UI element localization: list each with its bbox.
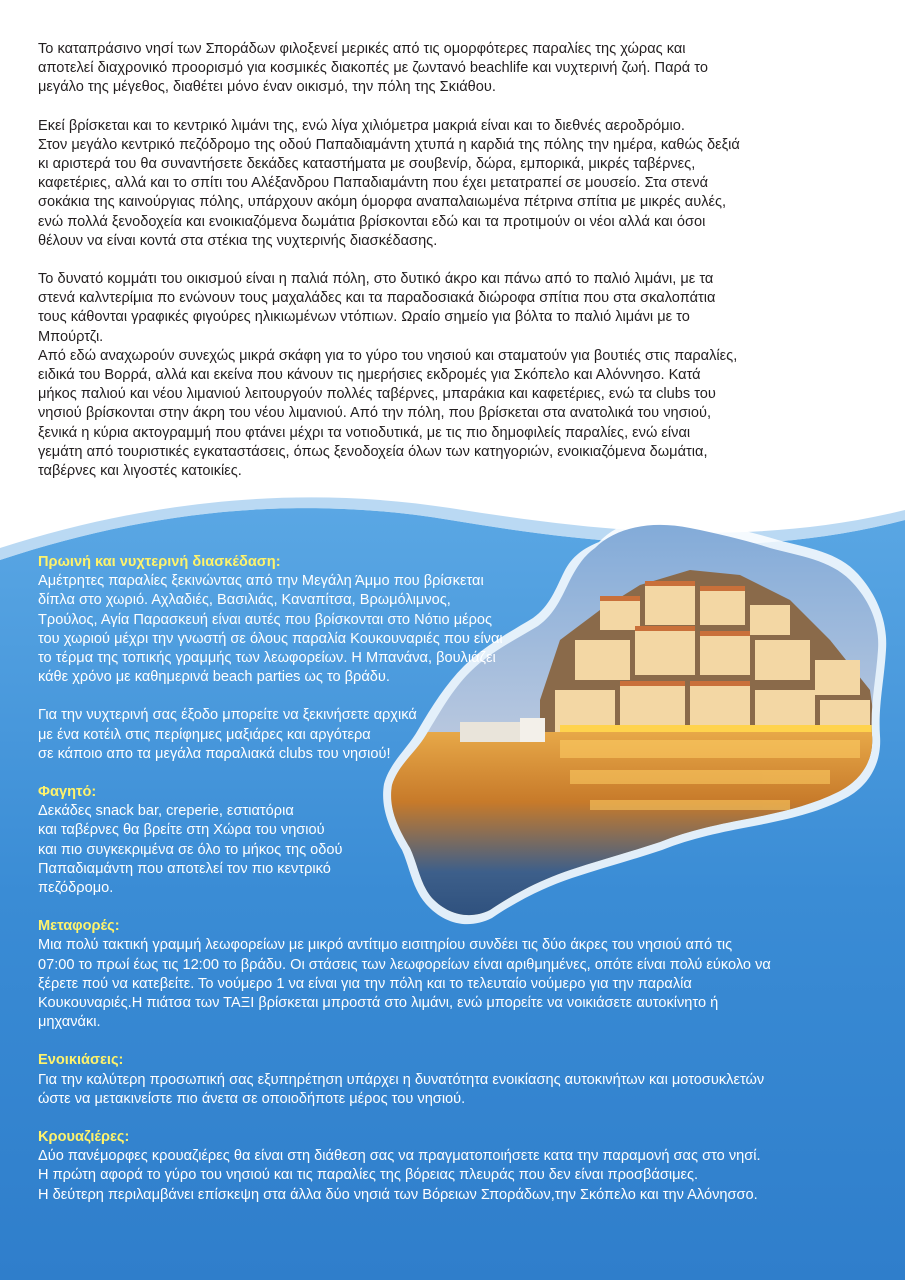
section-transport bbox=[38, 917, 868, 1032]
section-title: Φαγητό: bbox=[38, 784, 97, 801]
section-body: Για την νυχτερινή σας έξοδο μπορείτε να ξεκινήσετε αρχικά με ένα κοτέιλ στις περίφημες μαξιάρες και αργότερα σε κάποιο απο τα μεγάλα παραλιακά clubs του νησιού! bbox=[38, 707, 417, 762]
section-title: Ενοικιάσεις: bbox=[38, 1052, 124, 1069]
section-nightlife-evening bbox=[38, 706, 868, 764]
intro-paragraph: Το δυνατό κομμάτι του οικισμού είναι η παλιά πόλη, στο δυτικό άκρο και πάνω από το παλιό λιμάνι, με τα στενά καλντερίμια πο ενώνουν τους μαχαλάδες και τα παραδοσιακά διώροφα σπίτια που στα σκαλοπάτια τους κάθονται γραφικές φιγούρες ηλικιωμένων ντόπιων. Ωραίο σημείο για βόλτα το παλιό λιμάνι με το Μπούρτζι. bbox=[38, 271, 716, 345]
intro-paragraph: Από εδώ αναχωρούν συνεχώς μικρά σκάφη για το γύρο του νησιού και σταματούν για βουτιές στις παραλίες, ειδικά του Βορρά, αλλά και εκείνα που κάνουν τις ημερήσιες εκδρομές για Σκόπελο και Αλόννησο. Κατά μήκος παλιού και νέου λιμανιού λειτουργούν πολλές ταβέρνες, μπαράκια και καφετέριες, ενώ τα clubs του νησιού βρίσκονται στην άκρη του νέου λιμανιού. Από την πόλη, που βρίσκεται στα ανατολικά του νησιού, ξενικά η κύρια ακτογραμμή που φτάνει μέχρι τα νοτιοδυτικά, με τις πιο δημοφιλείς παραλίες, ενώ είναι γεμάτη από τουριστικές εγκαταστάσεις, όπως ξενοδοχεία όλων των κατηγοριών, ενοικιαζόμενα δωμάτια, ταβέρνες και λιγοστές κατοικίες. bbox=[38, 347, 738, 480]
section-body: Για την καλύτερη προσωπική σας εξυπηρέτηση υπάρχει η δυνατότητα ενοικίασης αυτοκινήτων και μοτοσυκλετών ώστε να μετακινείστε πιο άνετα σε οποιοδήποτε μέρος του νησιού. bbox=[38, 1071, 765, 1107]
info-sections bbox=[38, 553, 868, 1224]
section-body: Δεκάδες snack bar, creperie, εστιατόρια και ταβέρνες θα βρείτε στη Χώρα του νησιού και πιο συγκεκριμένα σε όλο το μήκος της οδού Παπαδιαμάντη που αποτελεί τον πιο κεντρικό πεζόδρομο. bbox=[38, 803, 343, 897]
section-rentals bbox=[38, 1051, 868, 1109]
section-title: Πρωινή και νυχτερινή διασκέδαση: bbox=[38, 554, 281, 570]
section-nightlife bbox=[38, 553, 868, 687]
section-title: Μεταφορές: bbox=[38, 918, 120, 935]
intro-paragraph: Εκεί βρίσκεται και το κεντρικό λιμάνι της, ενώ λίγα χιλιόμετρα μακριά είναι και το διεθνές αεροδρόμιο. Στον μεγάλο κεντρικό πεζόδρομο της οδού Παπαδιαμάντη χτυπά η καρδιά της πόλης την ημέρα, καθώς δεξιά κι αριστερά του θα συναντήσετε δεκάδες καταστήματα με σουβενίρ, δώρα, εμπορικά, μικρές ταβέρνες, καφετέριες, αλλά και το σπίτι του Αλέξανδρου Παπαδιαμάντη που έχει μετατραπεί σε μουσείο. Στα στενά σοκάκια της καινούργιας πόλης, υπάρχουν ακόμη όμορφα αναπαλαιωμένα πέτρινα σπίτια με μικρές αυλές, ενώ πολλά ξενοδοχεία και ενοικιαζόμενα δωμάτια βρίσκονται εδώ και τα προτιμούν οι νέοι αλλά και όσοι θέλουν να είναι κοντά στα στέκια της νυχτερινής διασκέδασης. bbox=[38, 117, 740, 249]
section-body: Δύο πανέμορφες κρουαζιέρες θα είναι στη διάθεση σας να πραγματοποιήσετε κατα την παραμονή σας στο νησί. Η πρώτη αφορά το γύρο του νησιού και τις παραλίες της βόρειας πλευράς που δεν είναι προσβάσιμες. Η δεύτερη περιλαμβάνει επίσκεψη στα άλλα δύο νησιά των Βόρειων Σποράδων,την Σκόπελο και την Αλόνησσο. bbox=[38, 1148, 761, 1203]
section-body: Μια πολύ τακτική γραμμή λεωφορείων με μικρό αντίτιμο εισιτηρίου συνδέει τις δύο άκρες του νησιού από τις 07:00 το πρωί έως τις 12:00 το βράδυ. Οι στάσεις των λεωφορείων είναι αριθμημένες, οπότε είναι πολύ εύκολο να ξέρετε πού να κατεβείτε. Το νούμερο 1 να είναι για την πόλη και το τελευταίο νούμερο για την παραλία Κουκουναριές.Η πιάτσα των ΤΑΞΙ βρίσκεται μπροστά στο λιμάνι, ενώ μπορείτε να νοικιάσετε αυτοκίνητο ή μηχανάκι. bbox=[38, 937, 771, 1031]
section-body: Αμέτρητες παραλίες ξεκινώντας από την Μεγάλη Άμμο που βρίσκεται δίπλα στο χωριό. Αχλαδιές, Βασιλιάς, Καναπίτσα, Βρωμόλιμνος, Τρούλος, Αγία Παρασκευή είναι αυτές που βρίσκονται στο Νότιο μέρος του χωριού μέχρι την γνωστή σε όλους παραλία Κουκουναριές που είναι το τέρμα της τοπικής γραμμής των λεωφορείων. Η Μπανάνα, βουλιάζει κάθε χρόνο με καθημερινά beach parties ως το βράδυ. bbox=[38, 573, 503, 686]
section-cruises bbox=[38, 1128, 868, 1205]
section-title: Κρουαζιέρες: bbox=[38, 1129, 130, 1146]
intro-paragraph: Το καταπράσινο νησί των Σποράδων φιλοξενεί μερικές από τις ομορφότερες παραλίες της χώρας και αποτελεί διαχρονικό προορισμό για κοσμικές διακοπές με ζωντανό beachlife και νυχτερινή ζωή. Παρά το μεγάλο της μέγεθος, διαθέτει μόνο έναν οικισμό, την πόλη της Σκιάθου. bbox=[38, 41, 708, 96]
section-food bbox=[38, 783, 868, 898]
intro-text bbox=[38, 40, 868, 481]
